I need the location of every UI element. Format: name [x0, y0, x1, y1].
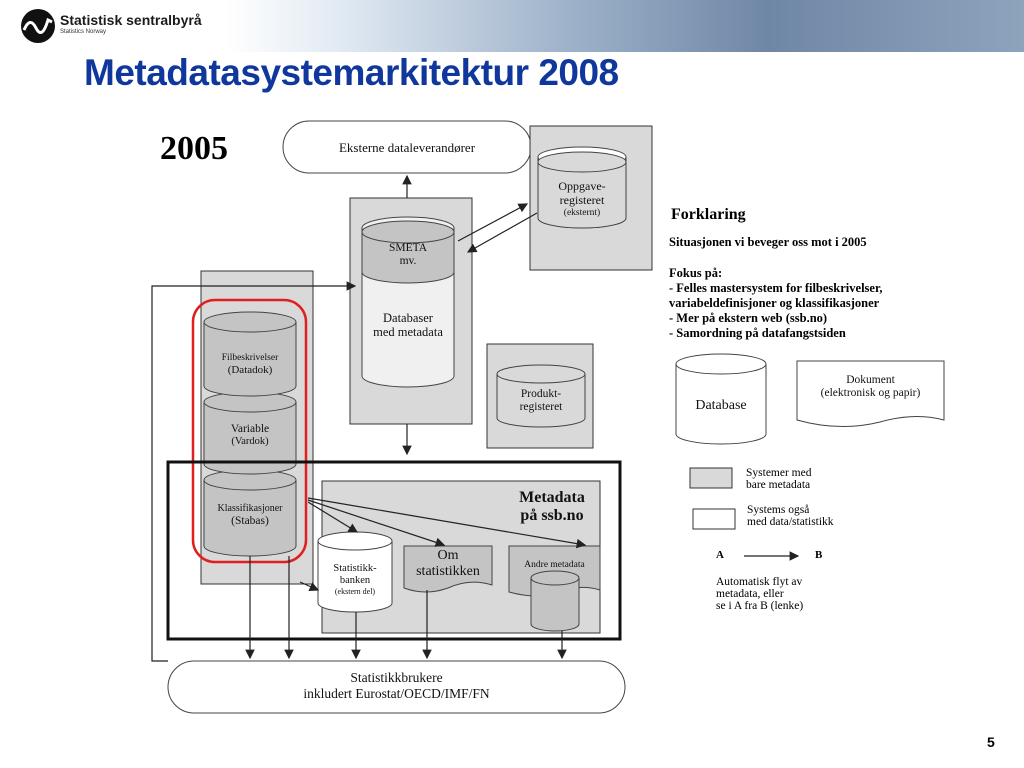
- om-statistikken-label: Om statistikken: [416, 548, 480, 580]
- smeta-label: SMETA mv.: [388, 242, 428, 268]
- legend-flow-label: Automatisk flyt av metadata, eller se i A fra B (lenke): [716, 576, 804, 612]
- produkt-label: Produkt- registeret: [519, 388, 563, 414]
- andre-metadata-cylinder-icon: [531, 578, 579, 631]
- diagram-year: 2005: [160, 130, 228, 167]
- legend-white-label: Systems også med data/statistikk: [747, 504, 834, 528]
- klassifikasjoner-label: Klassifikasjoner (Stabas): [217, 503, 283, 527]
- org-name: Statistisk sentralbyrå: [60, 12, 202, 28]
- variable-label: Variable (Vardok): [230, 423, 270, 448]
- legend-arrow-b: B: [815, 549, 823, 561]
- legend-line-4: variabeldefinisjoner og klassifikasjoner: [669, 296, 880, 310]
- oppgave-label: Oppgave- registeret (eksternt): [558, 179, 606, 218]
- users-label: Statistikkbrukere inkludert Eurostat/OECD/IMF/FN: [303, 670, 490, 701]
- legend-heading: Forklaring: [671, 206, 746, 223]
- statistikkbanken-label: Statistikk- banken (ekstern del): [333, 563, 377, 597]
- legend-line-1: Situasjonen vi beveger oss mot i 2005: [669, 235, 867, 249]
- andre-metadata-label: Andre metadata: [524, 560, 585, 570]
- page-title: Metadatasystemarkitektur 2008: [84, 52, 619, 93]
- filbeskrivelser-label: Filbeskrivelser (Datadok): [221, 353, 279, 376]
- legend-line-6: - Samordning på datafangstsiden: [669, 326, 846, 340]
- legend-line-2: Fokus på:: [669, 266, 723, 280]
- legend-gray-label: Systemer med bare metadata: [746, 467, 812, 491]
- external-providers-label: Eksterne dataleverandører: [338, 140, 476, 155]
- page-number: 5: [987, 734, 995, 750]
- legend-arrow-a: A: [716, 549, 724, 561]
- org-subtitle: Statistics Norway: [60, 29, 107, 35]
- legend-line-5: - Mer på ekstern web (ssb.no): [669, 311, 828, 325]
- metadata-ssb-label: Metadata på ssb.no: [519, 489, 585, 525]
- databases-label: Databaser med metadata: [373, 311, 443, 340]
- legend-line-3: - Felles mastersystem for filbeskrivelser,: [669, 281, 883, 295]
- legend-gray-box: [690, 468, 732, 488]
- legend-database-label: Database: [695, 398, 747, 413]
- legend-white-box: [693, 509, 735, 529]
- legend-document-label: Dokument (elektronisk og papir): [820, 374, 921, 400]
